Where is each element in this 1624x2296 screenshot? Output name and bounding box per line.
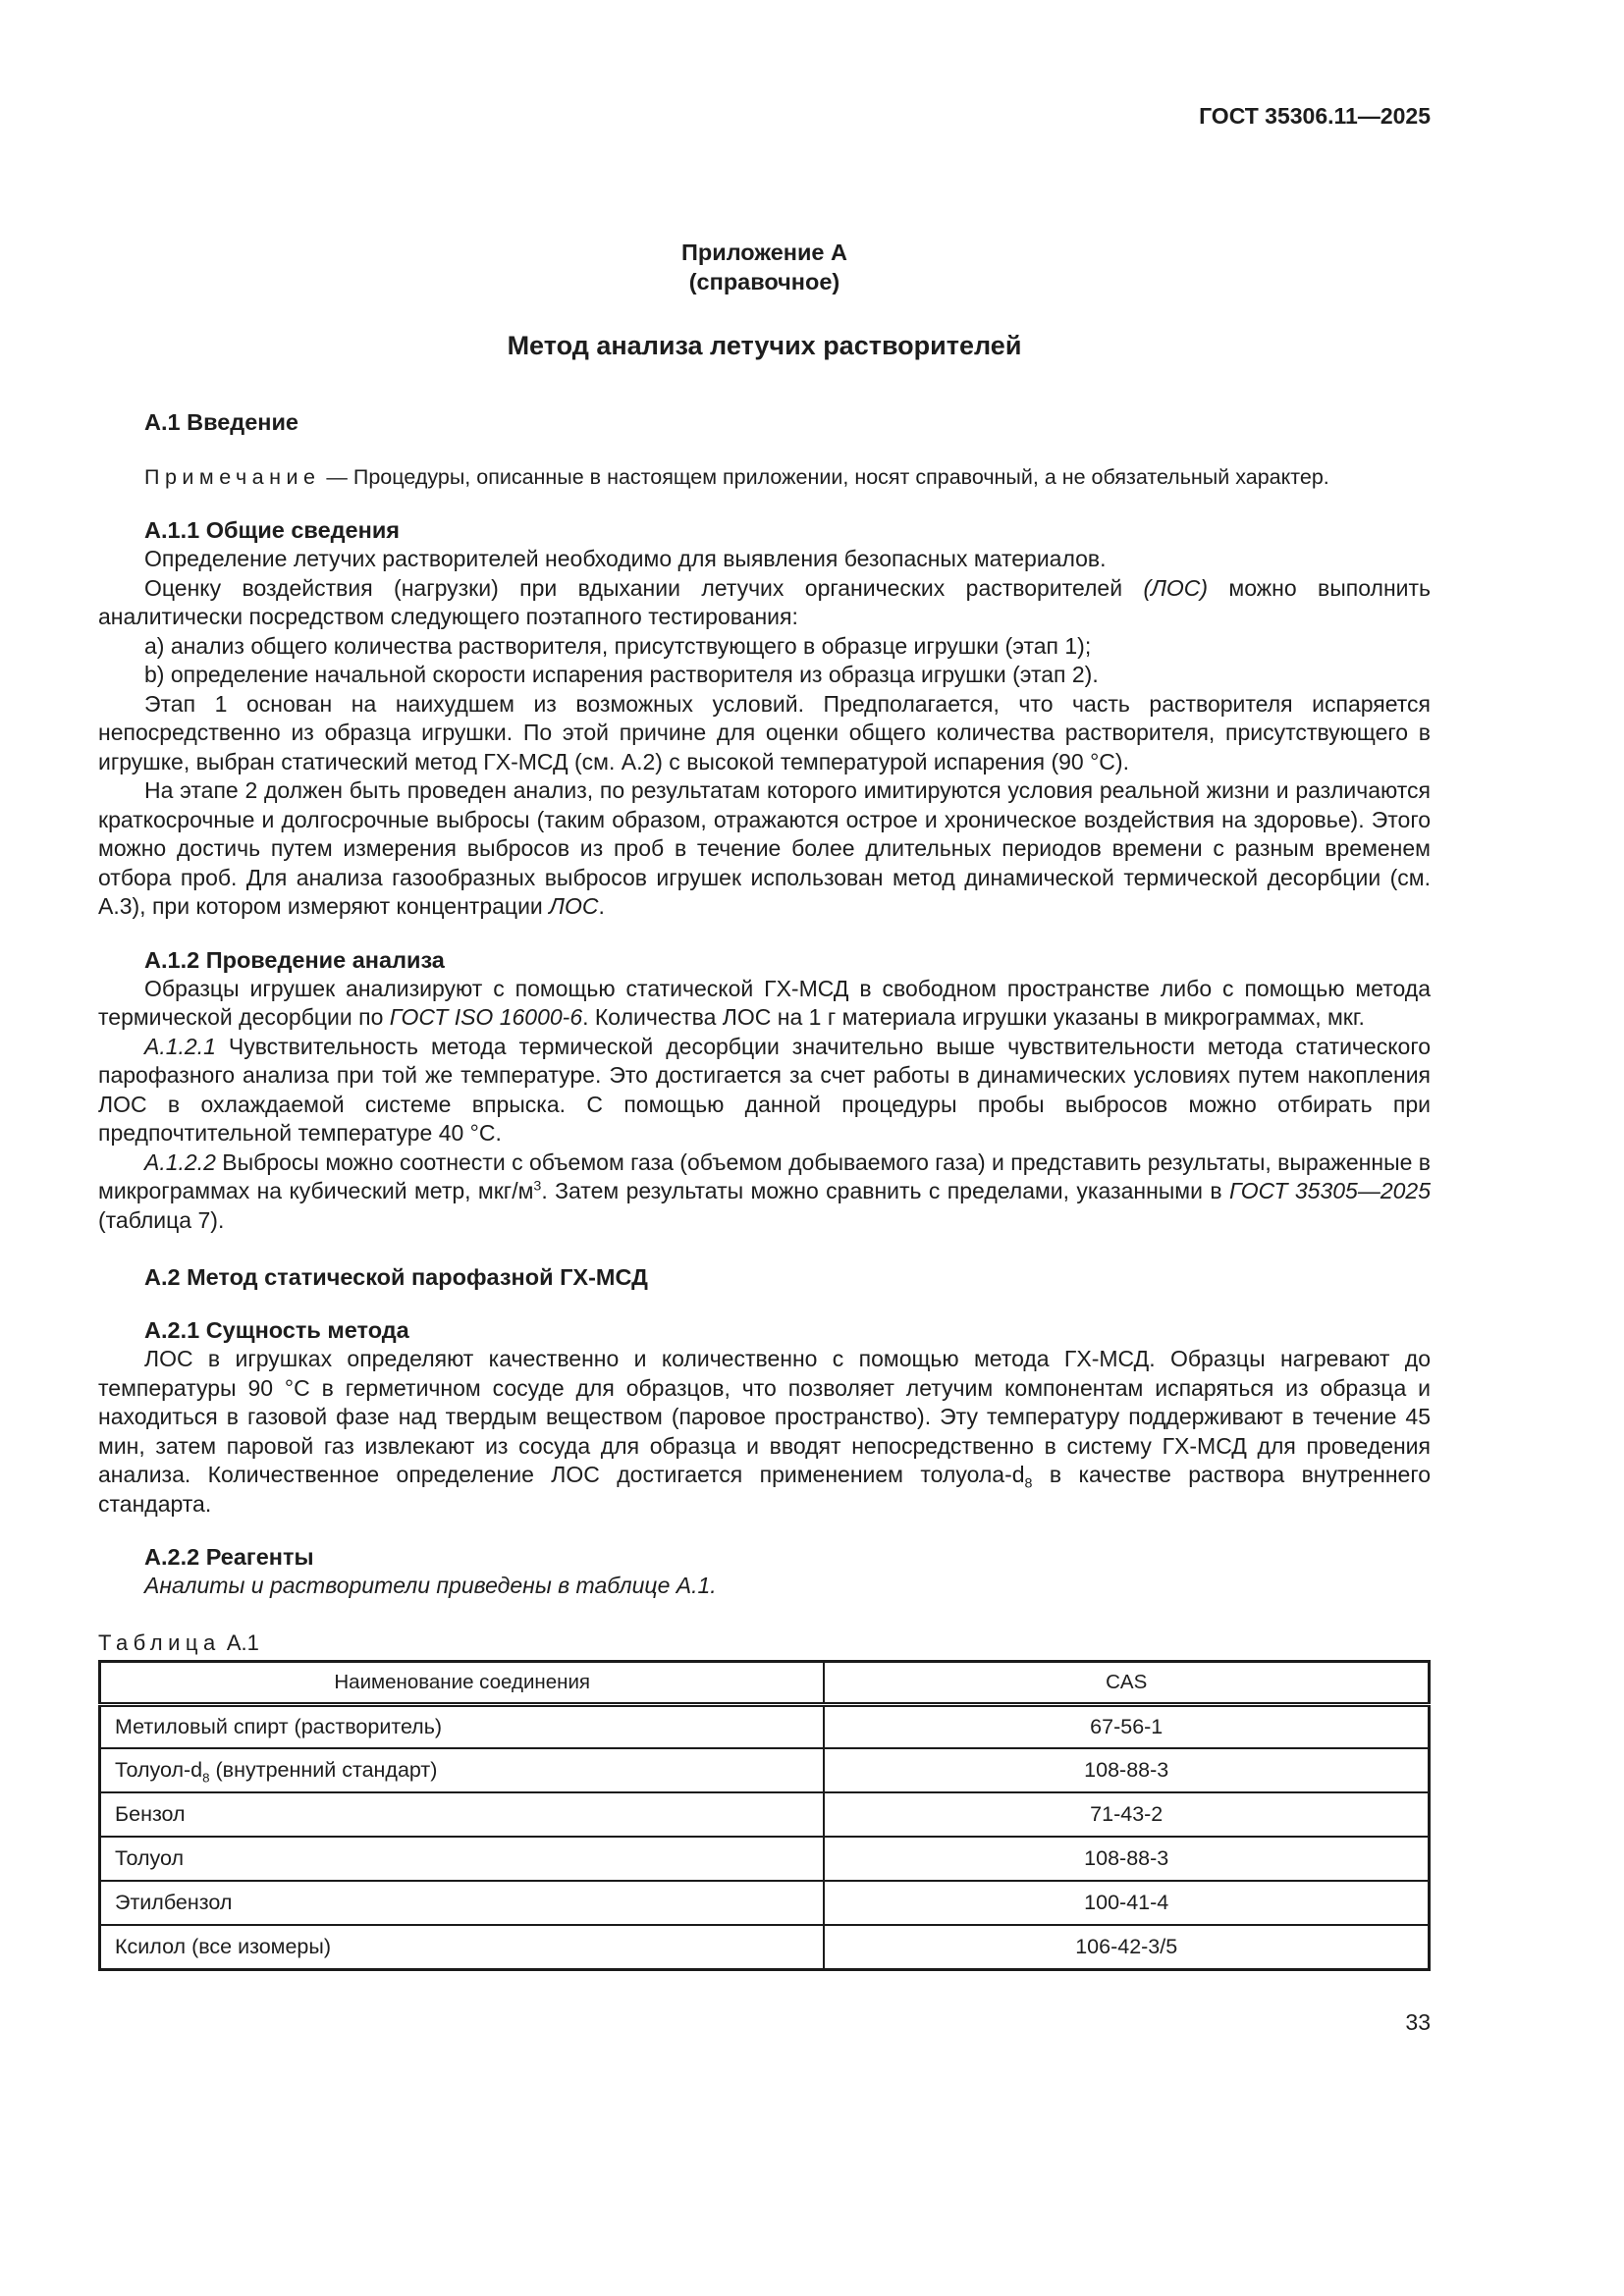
paragraph: А.1.2.2 Выбросы можно соотнести с объемом газа (объемом добываемого газа) и представить результаты, выраженные в микрограммах на кубический метр, мкг/$м^3$. Затем результаты можно сравнить с пределами, указанными в ГОСТ 35305—2025 (таблица 7). xyxy=(98,1148,1432,1233)
cas-number-cell: 100-41-4 xyxy=(824,1881,1429,1925)
compound-name-cell: Ксилол (все изомеры) xyxy=(100,1925,825,1969)
cas-number-cell: 67-56-1 xyxy=(824,1704,1429,1748)
section-heading-a1: А.1 Введение xyxy=(144,409,298,435)
list-item-a: a) анализ общего количества растворителя, присутствующего в образце игрушки (этап 1); xyxy=(144,632,1092,659)
paragraph: Образцы игрушек анализируют с помощью статической ГХ-МСД в свободном пространстве либо с помощью метода термической десорбции по ГОСТ ISO 16000-6. Количества ЛОС на 1 г материала игрушки указаны в микрограммах, мкг. xyxy=(98,975,1431,1030)
paragraph: Аналиты и растворители приведены в таблице А.1. xyxy=(144,1573,717,1598)
table-label: Таблица А.1 xyxy=(98,1629,259,1655)
cas-number-cell: 108-88-3 xyxy=(824,1837,1429,1881)
paragraph: На этапе 2 должен быть проведен анализ, по результатам которого имитируются условия реальной жизни и различаются краткосрочные и долгосрочные выбросы (таким образом, отражаются острое и хроническое воздействия на здоровье). Этого можно достичь путем измерения выбросов из проб в течение более длительных периодов времени с разным временем отбора проб. Для анализа газообразных выбросов игрушек использован метод динамической термической десорбции (см. А.3), при котором измеряют концентрации ЛОС. xyxy=(98,777,1431,919)
cas-number-cell: 106-42-3/5 xyxy=(824,1925,1429,1969)
appendix-title: Метод анализа летучих растворителей xyxy=(507,331,1022,360)
paragraph: Оценку воздействия (нагрузки) при вдыхании летучих органических растворителей (ЛОС) можно выполнить аналитически посредством следующего поэтапного тестирования: xyxy=(98,574,1432,629)
paragraph: Этап 1 основан на наихудшем из возможных условий. Предполагается, что часть растворителя испаряется непосредственно из образца игрушки. По этой причине для оценки общего количества растворителя, присутствующего в игрушке, выбран статический метод ГХ-МСД (см. А.2) с высокой температурой испарения (90 °С). xyxy=(98,690,1431,774)
appendix-label: Приложение А xyxy=(681,240,847,265)
paragraph: Определение летучих растворителей необходимо для выявления безопасных материалов. xyxy=(144,546,1107,571)
paragraph: А.1.2.1 Чувствительность метода термической десорбции значительно выше чувствительности метода статического парофазного анализа при той же температуре. Это достигается за счет работы в динамических условиях путем накопления ЛОС в охлаждаемой системе впрыска. С помощью данной процедуры пробы выбросов можно отбирать при предпочтительной температуре 40 °С. xyxy=(98,1033,1431,1146)
table-row xyxy=(100,1704,1430,1748)
table-row xyxy=(100,1837,1430,1881)
column-header-cas: CAS xyxy=(824,1661,1429,1704)
paragraph: ЛОС в игрушках определяют качественно и количественно с помощью метода ГХ-МСД. Образцы нагревают до температуры 90 °С в герметичном сосуде для образцов, что позволяет летучим компонентам испаряться из образца и находиться в газовой фазе над твердым веществом (паровое пространство). Эту температуру поддерживают в течение 45 мин, затем паровой газ извлекают из сосуда для образца и вводят непосредственно в систему ГХ-МСД для проведения анализа. Количественное определение ЛОС достигается применением толуола-$d_8$ в качестве раствора внутреннего стандарта. xyxy=(98,1346,1431,1517)
page-number: 33 xyxy=(1405,2008,1431,2035)
table-row xyxy=(100,1748,1430,1792)
standard-reference: ГОСТ 35306.11—2025 xyxy=(1199,103,1431,129)
table-row xyxy=(100,1881,1430,1925)
section-heading-a11: А.1.1 Общие сведения xyxy=(144,517,400,543)
section-heading-a2: А.2 Метод статической парофазной ГХ-МСД xyxy=(144,1264,648,1290)
table-header-row xyxy=(100,1661,1430,1704)
compound-name-cell: Этилбензол xyxy=(100,1881,825,1925)
section-heading-a12: А.1.2 Проведение анализа xyxy=(144,946,445,973)
compound-name-cell: Метиловый спирт (растворитель) xyxy=(100,1704,825,1748)
table-row xyxy=(100,1792,1430,1837)
list-item-b: b) определение начальной скорости испарения растворителя из образца игрушки (этап 2). xyxy=(144,662,1099,687)
cas-number-cell: 71-43-2 xyxy=(824,1792,1429,1837)
compound-name-cell: Толуол-$d_8$ (внутренний стандарт) xyxy=(100,1748,825,1792)
note-paragraph: Примечание — Процедуры, описанные в настоящем приложении, носят справочный, а не обязательный характер. xyxy=(144,465,1329,489)
table-row xyxy=(100,1925,1430,1969)
appendix-type-note: (справочное) xyxy=(688,269,840,294)
reagents-table xyxy=(98,1660,1431,1971)
section-heading-a22: А.2.2 Реагенты xyxy=(144,1544,314,1570)
section-heading-a21: А.2.1 Сущность метода xyxy=(144,1317,409,1343)
reagents-table-body xyxy=(100,1704,1430,1969)
cas-number-cell: 108-88-3 xyxy=(824,1748,1429,1792)
compound-name-cell: Бензол xyxy=(100,1792,825,1837)
compound-name-cell: Толуол xyxy=(100,1837,825,1881)
column-header-compound-name: Наименование соединения xyxy=(100,1661,825,1704)
